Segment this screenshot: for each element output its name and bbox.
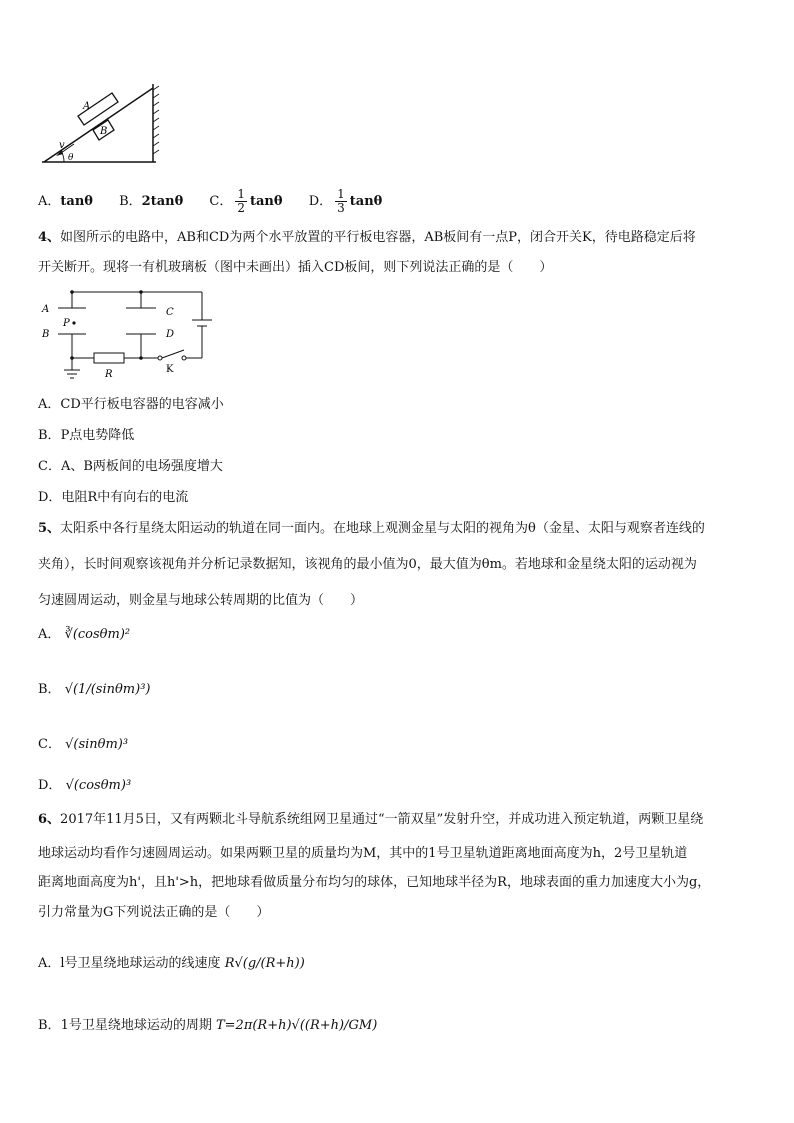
q3-option-c[interactable]: C． $\frac{1}{2}$ tanθ [209, 187, 283, 215]
formula: T=2π(R+h)√((R+h)/GM) [215, 1018, 378, 1033]
plate-b-label: B [42, 329, 50, 340]
q5-stem-line1: 5、太阳系中各行星绕太阳运动的轨道在同一面内。在地球上观测金星与太阳的视角为θ（金星、太阳与观察者连线的 [38, 521, 705, 536]
q5-stem-line2: 夹角），长时间观察该视角并分析记录数据知，该视角的最小值为0，最大值为θm。若地球和金星绕太阳的运动视为 [38, 557, 697, 572]
q6-stem-line4: 引力常量为G下列说法正确的是（ ） [38, 905, 270, 920]
q4-stem-line2: 开关断开。现将一有机玻璃板（图中未画出）插入CD板间，则下列说法正确的是（ ） [38, 260, 553, 275]
q5-option-a[interactable]: A． ∛(cosθm)² [38, 627, 131, 642]
velocity-label: v [59, 140, 65, 151]
theta-label: θ [68, 153, 74, 163]
q5-stem-line3: 匀速圆周运动，则金星与地球公转周期的比值为（ ） [38, 593, 364, 608]
resistor-r-label: R [105, 369, 113, 380]
plate-a-label: A [42, 304, 50, 315]
q6-option-b[interactable]: B．1号卫星绕地球运动的周期 T=2π(R+h)√((R+h)/GM) [38, 1018, 378, 1033]
fraction: $\frac{1}{2}$ [237, 187, 245, 215]
q3-option-b[interactable]: B．2tanθ [119, 194, 184, 209]
q4-option-c[interactable]: C．A、B两板间的电场强度增大 [38, 459, 223, 474]
q4-option-a[interactable]: A．CD平行板电容器的电容减小 [38, 397, 224, 412]
formula: R√(g/(R+h)) [224, 956, 305, 971]
fraction: $\frac{1}{3}$ [337, 187, 345, 215]
q6-stem-line2: 地球运动均看作匀速圆周运动。如果两颗卫星的质量均为M，其中的1号卫星轨道距离地面高度为h，2号卫星轨道 [38, 846, 688, 861]
q5-option-b[interactable]: B． √(1/(sinθm)³) [38, 682, 151, 697]
point-p-label: P [63, 318, 70, 329]
formula: ∛(cosθm)² [64, 627, 131, 642]
incline-figure [38, 78, 168, 170]
circuit-diagram [38, 286, 218, 386]
q4-option-b[interactable]: B．P点电势降低 [38, 428, 135, 443]
formula: √(cosθm)³ [65, 778, 132, 793]
switch-k-label: K [166, 364, 174, 375]
q5-option-d[interactable]: D． √(cosθm)³ [38, 778, 132, 793]
block-b-label: B [100, 126, 108, 137]
q6-stem-line3: 距离地面高度为h'，且h'>h，把地球看做质量分布均匀的球体，已知地球半径为R，地球表面的重力加速度大小为g， [38, 875, 711, 890]
q4-stem-line1: 4、如图所示的电路中，AB和CD为两个水平放置的平行板电容器，AB板间有一点P，闭合开关K，待电路稳定后将 [38, 230, 696, 245]
block-a-label: A [83, 101, 91, 112]
q6-option-a[interactable]: A．l号卫星绕地球运动的线速度 R√(g/(R+h)) [38, 956, 305, 971]
q3-options [38, 188, 382, 215]
plate-c-label: C [166, 307, 174, 318]
plate-d-label: D [166, 329, 175, 340]
q6-stem-line1: 6、2017年11月5日，又有两颗北斗导航系统组网卫星通过“一箭双星”发射升空，并成功进入预定轨道，两颗卫星绕 [38, 812, 704, 827]
q3-option-d[interactable]: D． $\frac{1}{3}$ tanθ [308, 187, 383, 215]
q5-option-c[interactable]: C． √(sinθm)³ [38, 737, 129, 752]
q4-option-d[interactable]: D．电阻R中有向右的电流 [38, 490, 189, 505]
formula: √(sinθm)³ [65, 737, 129, 752]
q3-option-a[interactable]: A．tanθ [38, 194, 93, 209]
formula: √(1/(sinθm)³) [64, 682, 151, 697]
